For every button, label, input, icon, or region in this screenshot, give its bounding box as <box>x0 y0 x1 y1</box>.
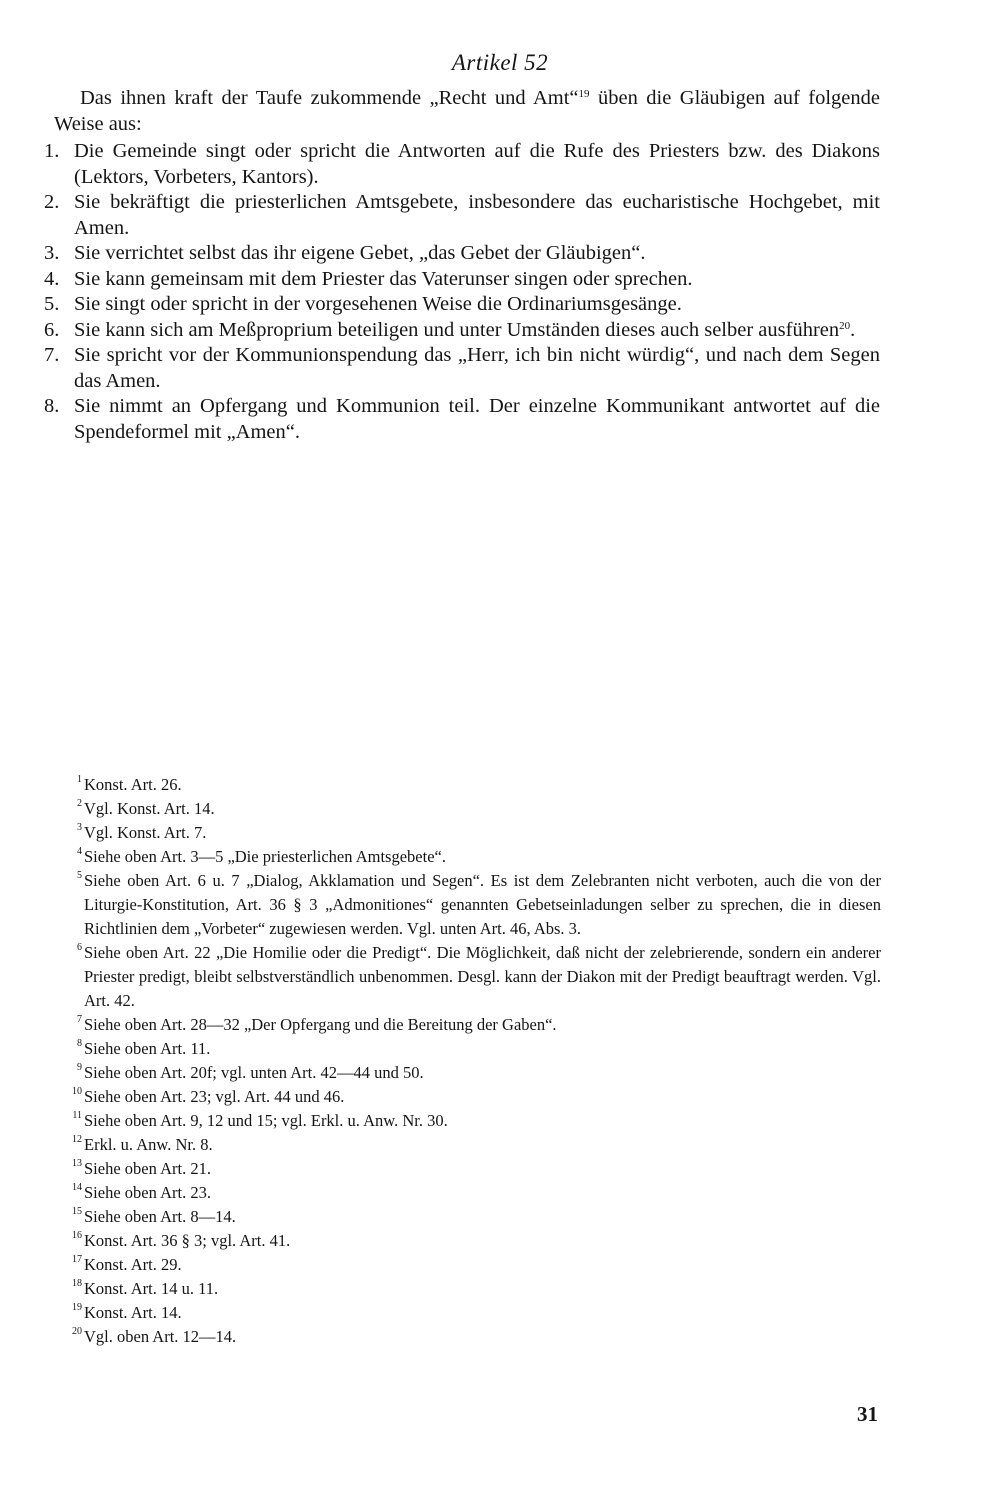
footnote-number: 19 <box>72 1302 82 1313</box>
footnote-text: Siehe oben Art. 6 u. 7 „Dialog, Akklamation und Segen“. Es ist dem Zelebranten nicht verboten, auch die von der Liturgie-Konstitution, Art. 36 § 3 „Admonitiones“ genannten Gebetseinladungen selber zu sprechen, die in diesen Richtlinien dem „Vorbeter“ zugewiesen werden. Vgl. unten Art. 46, Abs. 3. <box>84 871 881 938</box>
list-number: 7. <box>44 344 60 366</box>
footnote <box>76 869 881 941</box>
footnote-text: Siehe oben Art. 22 „Die Homilie oder die Predigt“. Die Möglichkeit, daß nicht der zelebrierende, sondern ein anderer Priester predigt, bleibt selbstverständlich unbenommen. Desgl. kann der Diakon mit der Predigt beauftragt werden. Vgl. Art. 42. <box>84 943 881 1010</box>
list-number: 2. <box>44 191 60 213</box>
footnote-text: Konst. Art. 36 § 3; vgl. Art. 41. <box>84 1231 291 1250</box>
footnote-text: Vgl. oben Art. 12—14. <box>84 1327 237 1346</box>
footnote <box>76 1061 881 1085</box>
list-item-text: Die Gemeinde singt oder spricht die Antworten auf die Rufe des Priesters bzw. des Diakons (Lektors, Vorbeters, Kantors). <box>74 140 880 188</box>
list-item-text: Sie nimmt an Opfergang und Kommunion teil. Der einzelne Kommunikant antwortet auf die Spendeformel mit „Amen“. <box>74 395 880 443</box>
footnote-number: 15 <box>72 1206 82 1217</box>
footnote-number: 3 <box>77 822 82 833</box>
intro-paragraph <box>54 86 880 137</box>
intro-text-start: Das ihnen kraft der Taufe zukommende „Recht und Amt“ <box>80 87 579 109</box>
footnote-text: Siehe oben Art. 28—32 „Der Opfergang und die Bereitung der Gaben“. <box>84 1015 557 1034</box>
footnote-text: Erkl. u. Anw. Nr. 8. <box>84 1135 213 1154</box>
intro-text-end: üben die Gläubigen auf folgende Weise aus: <box>54 87 881 135</box>
list-number: 8. <box>44 395 60 417</box>
list-number: 6. <box>44 318 60 341</box>
footnote <box>72 1325 881 1349</box>
footnote-number: 8 <box>77 1038 82 1049</box>
footnote <box>72 1205 881 1229</box>
article-heading: Artikel 52 <box>451 50 549 75</box>
footnote <box>72 1301 881 1325</box>
list-number: 4. <box>44 267 60 290</box>
footnote-number: 1 <box>77 774 82 785</box>
list-item-text: Sie singt oder spricht in der vorgesehenen Weise die Ordinariumsgesänge. <box>74 293 682 315</box>
footnote-number: 13 <box>72 1158 82 1169</box>
footnote-number: 10 <box>72 1086 82 1097</box>
footnote-text: Siehe oben Art. 21. <box>84 1159 211 1178</box>
list-item <box>44 267 880 293</box>
footnote-number: 20 <box>72 1326 82 1337</box>
footnote-text: Siehe oben Art. 23. <box>84 1183 211 1202</box>
footnote-number: 11 <box>72 1110 82 1121</box>
footnote <box>76 1013 881 1037</box>
footnote-text: Siehe oben Art. 20f; vgl. unten Art. 42—44 und 50. <box>84 1063 424 1082</box>
list-item-text: Sie verrichtet selbst das ihr eigene Gebet, „das Gebet der Gläubigen“. <box>74 242 646 264</box>
footnote <box>76 845 881 869</box>
list-item-text: Sie bekräftigt die priesterlichen Amtsgebete, insbesondere das eucharistische Hochgebet, mit Amen. <box>74 191 880 239</box>
footnote-number: 18 <box>72 1278 82 1289</box>
list-item <box>44 292 880 318</box>
list-item-tail: . <box>850 318 856 341</box>
footnote-reference: 20 <box>839 319 851 332</box>
footnote <box>76 797 881 821</box>
footnote-number: 2 <box>77 798 82 809</box>
footnote <box>72 1181 881 1205</box>
footnote-text: Vgl. Konst. Art. 14. <box>84 799 215 818</box>
footnote-number: 12 <box>72 1134 82 1145</box>
footnote-number: 7 <box>77 1014 82 1025</box>
list-item <box>44 394 880 445</box>
footnote-text: Siehe oben Art. 23; vgl. Art. 44 und 46. <box>84 1087 345 1106</box>
footnote <box>76 941 881 1013</box>
list-item <box>44 343 880 394</box>
footnote-number: 16 <box>72 1230 82 1241</box>
footnote-text: Vgl. Konst. Art. 7. <box>84 823 207 842</box>
footnote <box>76 1037 881 1061</box>
list-item-text: Sie kann sich am Meßproprium beteiligen und unter Umständen dieses auch selber ausführen <box>74 318 840 341</box>
footnote-number: 9 <box>77 1062 82 1073</box>
footnote <box>72 1085 881 1109</box>
footnote-number: 5 <box>77 870 82 881</box>
footnote-number: 6 <box>77 942 82 953</box>
list-item-text: Sie spricht vor der Kommunionspendung das „Herr, ich bin nicht würdig“, und nach dem Segen das Amen. <box>74 344 880 392</box>
list-item <box>44 190 880 241</box>
footnote-number: 14 <box>72 1182 82 1193</box>
footnote-number: 17 <box>72 1254 82 1265</box>
footnote <box>76 773 881 797</box>
footnote-text: Konst. Art. 26. <box>84 775 182 794</box>
numbered-list <box>44 139 880 445</box>
footnotes <box>72 773 881 1349</box>
footnote-text: Siehe oben Art. 9, 12 und 15; vgl. Erkl. u. Anw. Nr. 30. <box>84 1111 448 1130</box>
footnote-text: Konst. Art. 14 u. 11. <box>84 1279 219 1298</box>
footnote-text: Siehe oben Art. 11. <box>84 1039 211 1058</box>
article-body <box>44 86 881 445</box>
list-number: 1. <box>44 140 60 162</box>
list-item-text: Sie kann gemeinsam mit dem Priester das Vaterunser singen oder sprechen. <box>74 267 693 290</box>
list-item <box>44 241 880 267</box>
list-number: 5. <box>44 293 60 315</box>
footnote-text: Siehe oben Art. 8—14. <box>84 1207 236 1226</box>
list-number: 3. <box>44 242 60 264</box>
footnote <box>76 821 881 845</box>
footnote <box>72 1157 881 1181</box>
footnote-text: Siehe oben Art. 3—5 „Die priesterlichen Amtsgebete“. <box>84 847 446 866</box>
footnote-text: Konst. Art. 14. <box>84 1303 182 1322</box>
footnote-reference: 19 <box>578 88 590 100</box>
footnote <box>72 1133 881 1157</box>
footnote-number: 4 <box>77 846 82 857</box>
list-item <box>44 139 880 190</box>
footnote-text: Konst. Art. 29. <box>84 1255 182 1274</box>
footnote <box>72 1229 881 1253</box>
page-number: 31 <box>857 1402 878 1426</box>
footnote <box>72 1253 881 1277</box>
footnote <box>72 1277 881 1301</box>
footnote <box>72 1109 881 1133</box>
list-item <box>44 318 880 344</box>
